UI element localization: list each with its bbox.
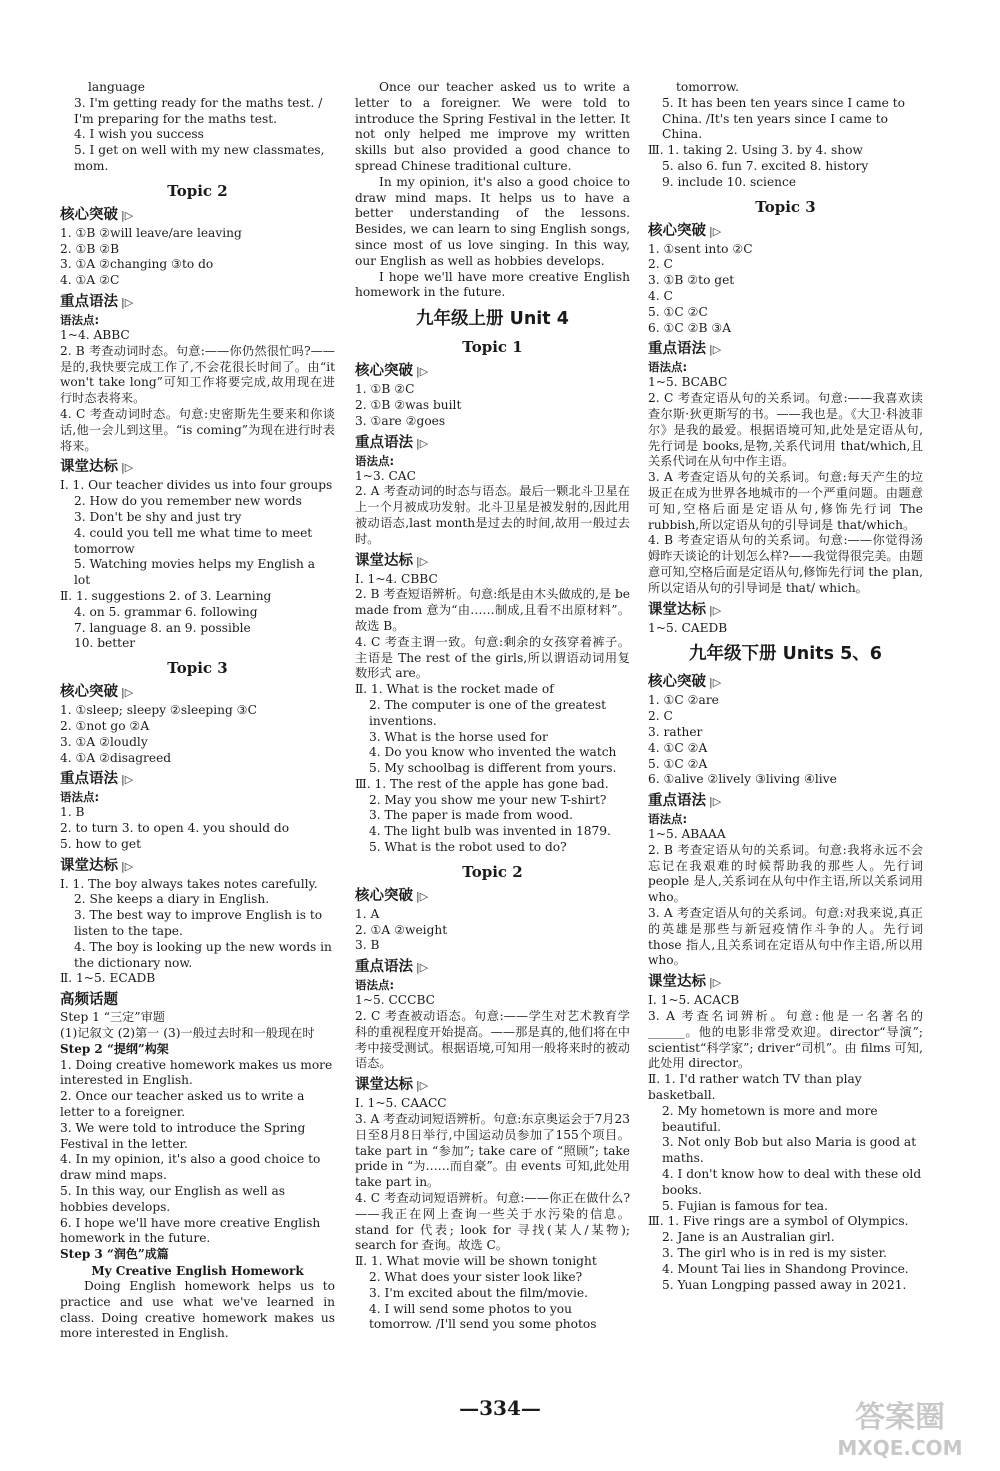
section-label: 高频话题 bbox=[60, 992, 118, 1009]
section-heading bbox=[648, 791, 923, 812]
section-heading bbox=[60, 457, 335, 478]
topic-heading: Topic 1 bbox=[462, 338, 523, 357]
step-heading: Step 3 “润色”成篇 bbox=[60, 1247, 169, 1262]
answer-line: 2. ①A ②weight bbox=[355, 922, 448, 937]
column-middle bbox=[355, 80, 630, 1333]
answer-line: 4. C 考查主谓一致。句意:剩余的女孩穿着裤子。主语是 The rest of the girls,所以谓语动词用复数形式 are。 bbox=[355, 634, 630, 681]
answer-line: 1~3. CAC bbox=[355, 468, 416, 483]
answer-line: 3. ①A ②changing ③to do bbox=[60, 257, 214, 272]
answer-line: 5. ①C ②C bbox=[648, 304, 708, 319]
section-label: 核心突破 bbox=[648, 674, 706, 691]
answer-line: 4. ①A ②disagreed bbox=[60, 750, 172, 765]
section-heading bbox=[355, 886, 630, 907]
answer-line: 5. I get on well with my new classmates, mom. bbox=[74, 143, 325, 173]
answer-line: Ⅰ. 1. The boy always takes notes carefully. bbox=[60, 876, 318, 891]
answer-line: 1. ①B ②C bbox=[355, 382, 415, 397]
section-arrow-icon: |▷ bbox=[121, 686, 134, 700]
section-arrow-icon: |▷ bbox=[121, 208, 134, 222]
section-arrow-icon: |▷ bbox=[416, 554, 429, 568]
page-number: —334— bbox=[459, 1396, 541, 1420]
section-heading bbox=[355, 433, 630, 454]
answer-line: 2. ①B ②was built bbox=[355, 397, 462, 412]
section-heading bbox=[355, 957, 630, 978]
answer-line: 4. The boy is looking up the new words in the dictionary now. bbox=[74, 939, 332, 970]
section-heading bbox=[60, 990, 335, 1010]
answer-line: 1. ①C ②are bbox=[648, 693, 719, 708]
answer-line: tomorrow. bbox=[676, 80, 739, 94]
answer-line: 1~5. CCCBC bbox=[355, 993, 435, 1008]
topic-heading: Topic 3 bbox=[755, 197, 816, 216]
section-label: 课堂达标 bbox=[648, 974, 706, 991]
section-label: 课堂达标 bbox=[355, 1077, 413, 1094]
answer-line: 2. My hometown is more and more beautiful. bbox=[662, 1103, 878, 1134]
grammar-point-label: 语法点: bbox=[648, 360, 688, 375]
answer-line: Ⅰ. 1. Our teacher divides us into four groups bbox=[60, 478, 333, 493]
answer-line: 4. C bbox=[648, 288, 673, 303]
answer-line: Ⅱ. 1. What is the rocket made of bbox=[355, 682, 554, 697]
answer-line: (1)记叙文 (2)第一 (3)一般过去时和一般现在时 bbox=[60, 1026, 315, 1041]
unit-heading: 九年级下册 Units 5、6 bbox=[689, 644, 882, 665]
essay-paragraph: Once our teacher asked us to write a letter to a foreigner. We were told to introduce the Spring Festival in the letter. It not only helped me improve my written skills but also provided a good chance to spread Chinese traditional culture. bbox=[355, 80, 630, 173]
essay-paragraph: Doing English homework helps us to practice and use what we've learned in class. Doing creative homework makes us more interested in English. bbox=[60, 1279, 335, 1341]
answer-line: 3. A 考查定语从句的关系词。句意:每天产生的垃圾正在成为世界各地城市的一个严重问题。由题意可知,空格后面是定语从句,修饰先行词 The rubbish,所以定语从句的引导词是 that/which。 bbox=[648, 470, 923, 532]
answer-line: 4. I don't know how to deal with these old books. bbox=[662, 1167, 922, 1197]
answer-line: 1. ①sleep; sleepy ②sleeping ③C bbox=[60, 703, 257, 718]
section-label: 课堂达标 bbox=[355, 552, 413, 569]
answer-line: 2. B 考查动词时态。句意:——你仍然很忙吗?——是的,我快要完成工作了,不会花很长时间了。由“it won't take long”可知工作将要完成,故用现在进行时态表将来。 bbox=[60, 343, 335, 406]
answer-line: 2. C 考查被动语态。句意:——学生对艺术教育学科的重视程度开始提高。——那是真的,他们将在中考中接受测试。根据语境,可知用一般将来时的被动语态。 bbox=[355, 1009, 630, 1071]
section-heading bbox=[60, 292, 335, 313]
answer-line: 4. B 考查定语从句的关系词。句意:——你觉得汤姆昨天谈论的计划怎么样?——我觉得很完美。由题意可知,空格后面是定语从句,修饰先行词 the plan,所以定语从句的引导词是 that/ which。 bbox=[648, 533, 923, 595]
section-arrow-icon: |▷ bbox=[416, 436, 429, 450]
answer-line: 3. What is the horse used for bbox=[369, 729, 548, 744]
answer-line: 3. I'm getting ready for the maths test. / I'm preparing for the maths test. bbox=[74, 95, 323, 126]
section-heading bbox=[60, 682, 335, 703]
section-arrow-icon: |▷ bbox=[416, 961, 429, 975]
section-label: 重点语法 bbox=[60, 771, 118, 788]
answer-line: 2. How do you remember new words bbox=[74, 494, 302, 509]
section-heading bbox=[648, 339, 923, 360]
section-arrow-icon: |▷ bbox=[121, 461, 134, 475]
grammar-point-label: 语法点: bbox=[60, 312, 100, 327]
answer-line: 2. B 考查定语从句的关系词。句意:我将永远不会忘记在我艰难的时候帮助我的那些人。先行词 people 是人,关系词在从句中作主语,所以关系词用 who。 bbox=[648, 842, 923, 905]
answer-line: 3. A 考查定语从句的关系词。句意:对我来说,真正的英雄是那些与新冠疫情作斗争的人。先行词 those 指人,且关系词在定语从句中作主语,所以用 who。 bbox=[648, 906, 923, 968]
answer-line: 3. The best way to improve English is to listen to the tape. bbox=[74, 908, 323, 939]
answer-line: 2. C bbox=[648, 257, 673, 272]
answer-line: 3. A 考查动词短语辨析。句意:东京奥运会于7月23日至8月8日举行,中国运动员参加了155个项目。take part in “参加”; take care of “照顾”; take pride in “为……而自豪”。由 events 可知,此处用 take part in。 bbox=[355, 1112, 630, 1190]
section-heading bbox=[648, 972, 923, 993]
watermark-bottom: MXQE.COM bbox=[837, 1436, 963, 1460]
section-label: 重点语法 bbox=[60, 293, 118, 310]
section-label: 重点语法 bbox=[648, 341, 706, 358]
answer-line: 2. to turn 3. to open 4. you should do bbox=[60, 821, 290, 836]
answer-line: 5. Yuan Longping passed away in 2021. bbox=[662, 1277, 907, 1292]
answer-line: 3. We were told to introduce the Spring Festival in the letter. bbox=[60, 1120, 306, 1151]
answer-line: 4. Mount Tai lies in Shandong Province. bbox=[662, 1261, 909, 1276]
answer-line: Ⅱ. 1. suggestions 2. of 3. Learning bbox=[60, 588, 272, 603]
answer-line: 2. May you show me your new T-shirt? bbox=[369, 792, 607, 807]
answer-line: 3. Not only Bob but also Maria is good at maths. bbox=[662, 1135, 917, 1166]
answer-line: 3. rather bbox=[648, 724, 703, 739]
section-arrow-icon: |▷ bbox=[416, 1079, 429, 1093]
answer-line: 5. My schoolbag is different from yours. bbox=[369, 761, 617, 776]
answer-line: Ⅰ. 1~5. CAACC bbox=[355, 1096, 447, 1111]
answer-line: Ⅱ. 1. I'd rather watch TV than play basketball. bbox=[648, 1072, 862, 1103]
watermark-logo bbox=[820, 1393, 980, 1463]
column-right bbox=[648, 80, 923, 1293]
answer-line: 3. ①B ②to get bbox=[648, 273, 735, 288]
answer-line: Ⅱ. 1. What movie will be shown tonight bbox=[355, 1254, 597, 1269]
section-arrow-icon: |▷ bbox=[709, 976, 722, 990]
answer-line: 1. ①sent into ②C bbox=[648, 241, 753, 256]
section-label: 核心突破 bbox=[355, 363, 413, 380]
answer-line: 5. also 6. fun 7. excited 8. history bbox=[662, 158, 869, 173]
answer-line: 5. In this way, our English as well as hobbies develops. bbox=[60, 1184, 285, 1214]
answer-line: 2. Jane is an Australian girl. bbox=[662, 1230, 835, 1245]
topic-heading: Topic 3 bbox=[167, 659, 228, 678]
answer-line: 10. better bbox=[74, 636, 136, 651]
grammar-point-label: 语法点: bbox=[355, 978, 395, 993]
grammar-point-label: 语法点: bbox=[355, 453, 395, 468]
section-heading bbox=[648, 672, 923, 693]
answer-line: 4. C 考查动词时态。句意:史密斯先生要来和你谈话,他一会儿到这里。“is coming”为现在进行时表将来。 bbox=[60, 406, 335, 453]
answer-line: 1. A bbox=[355, 906, 380, 921]
section-label: 核心突破 bbox=[60, 684, 118, 701]
answer-line: 2. The computer is one of the greatest inventions. bbox=[369, 697, 606, 728]
answer-line: 7. language 8. an 9. possible bbox=[74, 620, 251, 635]
answer-line: 5. how to get bbox=[60, 836, 142, 851]
answer-line: 4. In my opinion, it's also a good choice to draw mind maps. bbox=[60, 1152, 321, 1183]
answer-line: 9. include 10. science bbox=[662, 174, 797, 189]
essay-title: My Creative English Homework bbox=[91, 1264, 304, 1279]
section-arrow-icon: |▷ bbox=[121, 859, 134, 873]
answer-line: 1~5. ABAAA bbox=[648, 827, 726, 842]
answer-line: 3. The paper is made from wood. bbox=[369, 808, 573, 823]
answer-line: Ⅱ. 1~5. ECADB bbox=[60, 971, 156, 986]
answer-line: 4. I will send some photos to you tomorrow. /I'll send you some photos bbox=[369, 1301, 597, 1332]
topic-heading: Topic 2 bbox=[167, 181, 228, 200]
answer-line: Step 1 “三定”审题 bbox=[60, 1010, 165, 1025]
answer-line: 4. could you tell me what time to meet tomorrow bbox=[74, 525, 313, 556]
answer-line: 4. The light bulb was invented in 1879. bbox=[369, 824, 611, 839]
answer-line: Ⅰ. 1~4. CBBC bbox=[355, 571, 438, 586]
answer-line: 3. A 考查名词辨析。句意:他是一名著名的______。他的电影非常受欢迎。director“导演”; scientist“科学家”; driver“司机”。由 films 可知,此处用 director。 bbox=[648, 1009, 923, 1071]
section-arrow-icon: |▷ bbox=[709, 224, 722, 238]
answer-line: 5. Fujian is famous for tea. bbox=[662, 1198, 828, 1213]
section-heading bbox=[648, 600, 923, 621]
answer-line: 2. ①not go ②A bbox=[60, 718, 150, 733]
answer-line: language bbox=[88, 80, 145, 94]
answer-line: 2. C 考查定语从句的关系词。句意:——我喜欢读查尔斯·狄更斯写的书。——我也是。《大卫·科波菲尔》是我的最爱。根据语境可知,此处是定语从句,先行词是 books,是物,关系代词用 that/which,且关系代词在从句中作主语。 bbox=[648, 391, 923, 469]
answer-line: 1. ①B ②will leave/are leaving bbox=[60, 225, 242, 240]
answer-line: 4. C 考查动词短语辨析。句意:——你正在做什么?——我正在网上查询一些关于水污染的信息。stand for 代表; look for 寻找(某人/某物); search for 查询。故选 C。 bbox=[355, 1191, 630, 1253]
section-label: 重点语法 bbox=[648, 793, 706, 810]
unit-heading: 九年级上册 Unit 4 bbox=[416, 309, 569, 330]
answer-line: Ⅰ. 1~5. ACACB bbox=[648, 993, 740, 1008]
answer-line: 1~5. BCABC bbox=[648, 375, 728, 390]
answer-line: 2. A 考查动词的时态与语态。最后一颗北斗卫星在上一个月被成功发射。北斗卫星是被发射的,因此用被动语态,last month是过去的时间,故用一般过去时。 bbox=[355, 484, 630, 546]
section-label: 核心突破 bbox=[648, 222, 706, 239]
section-label: 课堂达标 bbox=[648, 601, 706, 618]
answer-line: 5. What is the robot used to do? bbox=[369, 840, 567, 855]
answer-line: 2. She keeps a diary in English. bbox=[74, 892, 270, 907]
section-label: 核心突破 bbox=[355, 887, 413, 904]
answer-line: 2. Once our teacher asked us to write a letter to a foreigner. bbox=[60, 1089, 305, 1120]
essay-paragraph: In my opinion, it's also a good choice to draw mind maps. It helps us to have a better understanding of the lessons. Besides, we can learn to sing English songs, since most of us love singing. In this way, our English as well as hobbies develops. bbox=[355, 174, 630, 268]
section-heading bbox=[60, 769, 335, 790]
answer-line: 4. I wish you success bbox=[74, 127, 204, 142]
answer-line: 2. ①B ②B bbox=[60, 241, 120, 256]
section-arrow-icon: |▷ bbox=[709, 343, 722, 357]
answer-line: 6. ①C ②B ③A bbox=[648, 320, 732, 335]
answer-line: 3. ①A ②loudly bbox=[60, 734, 148, 749]
section-heading bbox=[355, 361, 630, 382]
answer-line: 6. I hope we'll have more creative English homework in the future. bbox=[60, 1215, 321, 1246]
section-arrow-icon: |▷ bbox=[121, 295, 134, 309]
section-arrow-icon: |▷ bbox=[416, 889, 429, 903]
answer-line: 6. ①alive ②lively ③living ④live bbox=[648, 772, 837, 787]
grammar-point-label: 语法点: bbox=[60, 790, 100, 805]
answer-line: 3. The girl who is in red is my sister. bbox=[662, 1246, 887, 1261]
section-label: 重点语法 bbox=[355, 959, 413, 976]
answer-line: Ⅲ. 1. Five rings are a symbol of Olympics. bbox=[648, 1214, 909, 1229]
section-label: 核心突破 bbox=[60, 206, 118, 223]
section-label: 课堂达标 bbox=[60, 459, 118, 476]
watermark-top: 答案圈 bbox=[855, 1400, 945, 1435]
section-heading bbox=[60, 856, 335, 877]
answer-line: 2. B 考查短语辨析。句意:纸是由木头做成的,是 be made from 意为“由……制成,且看不出原材料”。故选 B。 bbox=[355, 587, 630, 633]
topic-heading: Topic 2 bbox=[462, 862, 523, 881]
section-arrow-icon: |▷ bbox=[709, 676, 722, 690]
section-heading bbox=[60, 205, 335, 226]
section-heading bbox=[355, 1075, 630, 1096]
section-arrow-icon: |▷ bbox=[121, 773, 134, 787]
section-arrow-icon: |▷ bbox=[416, 365, 429, 379]
answer-line: 3. Don't be shy and just try bbox=[74, 509, 242, 524]
answer-line: 3. ①are ②goes bbox=[355, 413, 446, 428]
answer-line: 4. on 5. grammar 6. following bbox=[74, 604, 258, 619]
section-arrow-icon: |▷ bbox=[709, 603, 722, 617]
section-heading bbox=[648, 221, 923, 242]
answer-line: 5. ①C ②A bbox=[648, 756, 708, 771]
section-arrow-icon: |▷ bbox=[709, 795, 722, 809]
answer-line: 1~5. CAEDB bbox=[648, 620, 728, 635]
step-heading: Step 2 “提纲”构架 bbox=[60, 1041, 169, 1056]
answer-line: 1. Doing creative homework makes us more interested in English. bbox=[60, 1057, 333, 1088]
answer-line: Ⅲ. 1. taking 2. Using 3. by 4. show bbox=[648, 143, 863, 158]
answer-line: 3. B bbox=[355, 938, 380, 953]
grammar-point-label: 语法点: bbox=[648, 812, 688, 827]
answer-line: 4. Do you know who invented the watch bbox=[369, 745, 617, 760]
answer-line: 2. C bbox=[648, 709, 673, 724]
answer-line: 1~4. ABBC bbox=[60, 327, 130, 342]
answer-line: Ⅲ. 1. The rest of the apple has gone bad. bbox=[355, 776, 609, 791]
answer-line: 4. ①C ②A bbox=[648, 740, 708, 755]
column-left bbox=[60, 80, 335, 1342]
answer-line: 2. What does your sister look like? bbox=[369, 1270, 583, 1285]
answer-line: 4. ①A ②C bbox=[60, 273, 120, 288]
section-heading bbox=[355, 551, 630, 572]
answer-line: 5. Watching movies helps my English a lot bbox=[74, 557, 316, 588]
section-label: 重点语法 bbox=[355, 434, 413, 451]
answer-line: 1. B bbox=[60, 805, 85, 820]
section-label: 课堂达标 bbox=[60, 857, 118, 874]
answer-line: 3. I'm excited about the film/movie. bbox=[369, 1285, 589, 1300]
essay-paragraph: I hope we'll have more creative English homework in the future. bbox=[355, 269, 630, 300]
answer-line: 5. It has been ten years since I came to China. /It's ten years since I came to China. bbox=[662, 95, 906, 142]
